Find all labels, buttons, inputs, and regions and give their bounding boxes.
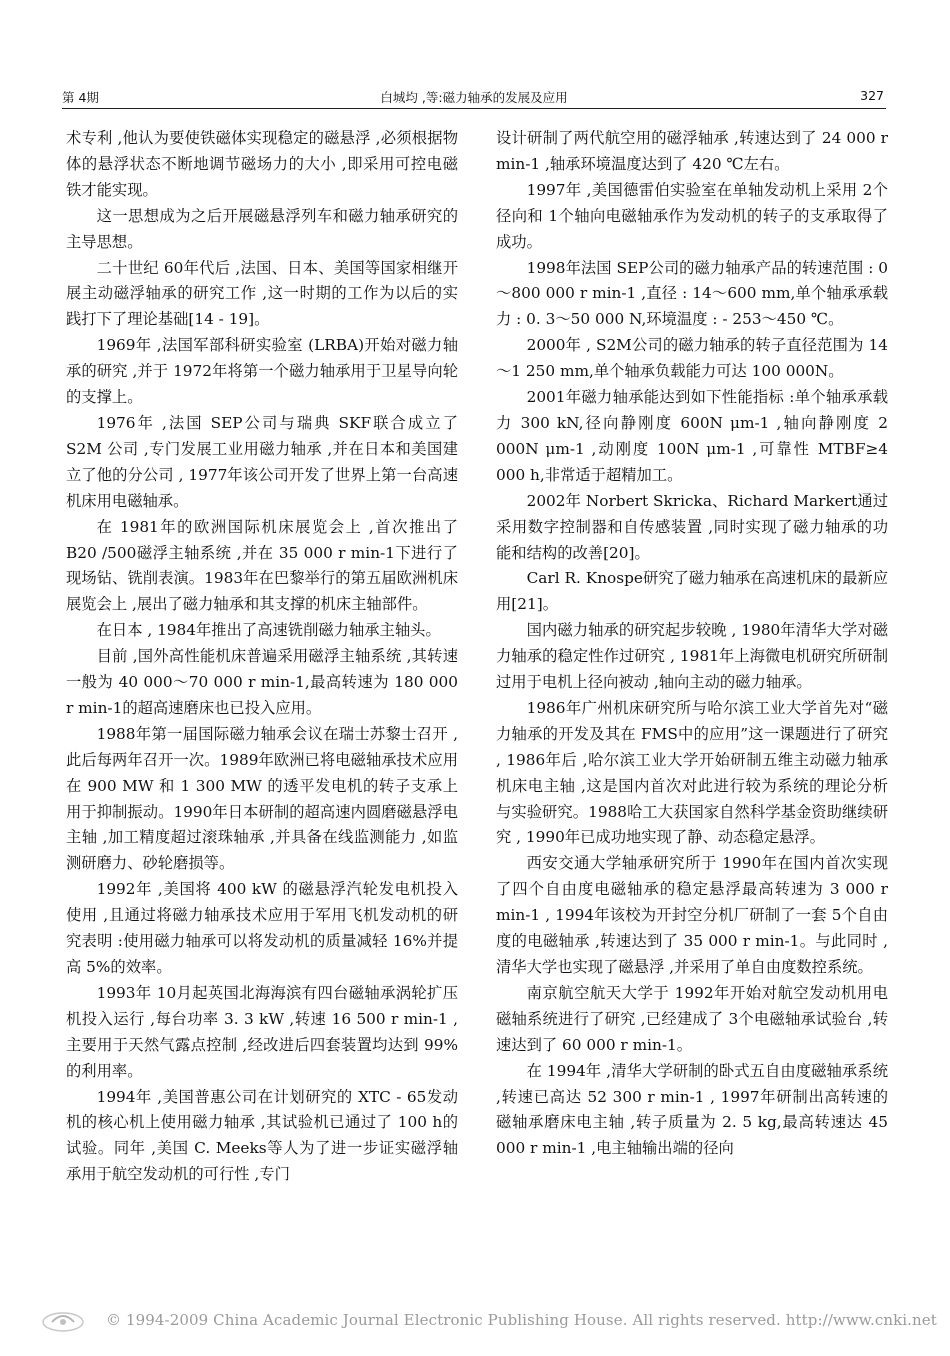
paragraph: 设计研制了两代航空用的磁浮轴承 ,转速达到了 24 000 r min-1 ,轴承环境温度达到了 420 ℃左右。 [496, 129, 888, 173]
paragraph: 1997年 ,美国德雷伯实验室在单轴发动机上采用 2个径向和 1个轴向电磁轴承作为发动机的转子的支承取得了成功。 [496, 180, 888, 251]
paragraph: 2001年磁力轴承能达到如下性能指标 :单个轴承承载力 300 kN,径向静刚度 600N μm-1 ,轴向静刚度 2 000N μm-1 ,动刚度 100N μm-1 ,可靠性 MTBF≥4 000 h,非常适于超精加工。 [496, 388, 888, 484]
issue-number: 第 4期 [62, 90, 99, 105]
paragraph: 术专利 ,他认为要使铁磁体实现稳定的磁悬浮 ,必须根据物体的悬浮状态不断地调节磁场力的大小 ,即采用可控电磁铁才能实现。 [66, 129, 458, 199]
paragraph: 1976年 ,法国 SEP公司与瑞典 SKF联合成立了 S2M 公司 ,专门发展工业用磁力轴承 ,并在日本和美国建立了他的分公司 , 1977年该公司开发了世界上第一台高速机床用电磁轴承。 [66, 413, 458, 510]
paragraph: 1994年 ,美国普惠公司在计划研究的 XTC - 65发动机的核心机上使用磁力轴承 ,其试验机已通过了 100 h的试验。同年 ,美国 C. Meeks等人为了进一步证实磁浮轴承用于航空发动机的可行性 ,专门 [66, 1087, 458, 1184]
paragraph: 2000年 , S2M公司的磁力轴承的转子直径范围为 14～1 250 mm,单个轴承负载能力可达 100 000N。 [496, 336, 888, 381]
paragraph: Carl R. Knospe研究了磁力轴承在高速机床的最新应用[21]。 [496, 569, 888, 614]
paragraph: 2002年 Norbert Skricka、Richard Markert通过采用数字控制器和自传感装置 ,同时实现了磁力轴承的功能和结构的改善[20]。 [496, 491, 888, 562]
running-header [62, 88, 886, 109]
paragraph: 1988年第一届国际磁力轴承会议在瑞士苏黎士召开 ,此后每两年召开一次。1989年欧洲已将电磁轴承技术应用在 900 MW 和 1 300 MW 的透平发电机的转子支承上用于抑制振动。1990年日本研制的超高速内圆磨磁悬浮电主轴 ,加工精度超过滚珠轴承 ,并具备在线监测能力 ,如监测研磨力、砂轮磨损等。 [66, 724, 458, 873]
paragraph: 目前 ,国外高性能机床普遍采用磁浮主轴系统 ,其转速一般为 40 000～70 000 r min-1,最高转速为 180 000 r min-1的超高速磨床也已投入应用。 [66, 647, 458, 717]
running-title: 白城均 ,等:磁力轴承的发展及应用 [380, 90, 568, 105]
paragraph: 南京航空航天大学于 1992年开始对航空发动机用电磁轴系统进行了研究 ,已经建成了 3个电磁轴承试验台 ,转速达到了 60 000 r min-1。 [496, 983, 888, 1054]
paragraph: 1993年 10月起英国北海海滨有四台磁轴承涡轮扩压机投入运行 ,每台功率 3. 3 kW ,转速 16 500 r min-1 ,主要用于天然气露点控制 ,经改进后四套装置均达到 99%的利用率。 [66, 983, 458, 1080]
right-column [496, 126, 888, 1162]
paragraph: 1969年 ,法国军部科研实验室 (LRBA)开始对磁力轴承的研究 ,并于 1972年将第一个磁力轴承用于卫星导向轮的支撑上。 [66, 336, 458, 407]
paragraph: 在 1994年 ,清华大学研制的卧式五自由度磁轴承系统 ,转速已高达 52 300 r min-1 , 1997年研制出高转速的磁轴承磨床电主轴 ,转子质量为 2. 5 kg,最高转速达 45 000 r min-1 ,电主轴输出端的径向 [496, 1061, 888, 1158]
paragraph: 1992年 ,美国将 400 kW 的磁悬浮汽轮发电机投入使用 ,且通过将磁力轴承技术应用于军用飞机发动机的研究表明 :使用磁力轴承可以将发动机的质量减轻 16%并提高 5%的效率。 [66, 880, 458, 976]
paragraph: 西安交通大学轴承研究所于 1990年在国内首次实现了四个自由度电磁轴承的稳定悬浮最高转速为 3 000 r min-1 , 1994年该校为开封空分机厂研制了一套 5个自由度的电磁轴承 ,转速达到了 35 000 r min-1。与此同时 ,清华大学也实现了磁悬浮 ,并采用了单自由度数控系统。 [496, 854, 888, 976]
paragraph: 国内磁力轴承的研究起步较晚 , 1980年清华大学对磁力轴承的稳定性作过研究 , 1981年上海微电机研究所研制过用于电机上径向被动 ,轴向主动的磁力轴承。 [496, 621, 888, 692]
paragraph: 在 1981年的欧洲国际机床展览会上 ,首次推出了 B20 /500磁浮主轴系统 ,并在 35 000 r min-1下进行了现场钻、铣削表演。1983年在巴黎举行的第五届欧洲机床展览会上 ,展出了磁力轴承和其支撑的机床主轴部件。 [66, 517, 458, 614]
paragraph: 1998年法国 SEP公司的磁力轴承产品的转速范围 : 0～800 000 r min-1 ,直径 : 14～600 mm,单个轴承承载力 : 0. 3～50 000 N,环境温度 : - 253～450 ℃。 [496, 258, 888, 329]
copyright-notice: © 1994-2009 China Academic Journal Electronic Publishing House. All rights reserved. http://www.cnki.net [106, 1311, 937, 1329]
cnki-logo-icon [40, 1306, 86, 1334]
left-column [66, 126, 458, 1188]
footer [40, 1306, 937, 1336]
paragraph: 二十世纪 60年代后 ,法国、日本、美国等国家相继开展主动磁浮轴承的研究工作 ,这一时期的工作为以后的实践打下了理论基础[14 - 19]。 [66, 258, 458, 329]
paragraph: 1986年广州机床研究所与哈尔滨工业大学首先对“磁力轴承的开发及其在 FMS中的应用”这一课题进行了研究 , 1986年后 ,哈尔滨工业大学开始研制五维主动磁力轴承机床电主轴 ,这是国内首次对此进行较为系统的理论分析与实验研究。1988哈工大获国家自然科学基金资助继续研究 , 1990年已成功地实现了静、动态稳定悬浮。 [496, 698, 888, 847]
page-number: 327 [860, 88, 884, 103]
paragraph: 在日本 , 1984年推出了高速铣削磁力轴承主轴头。 [96, 621, 441, 640]
paragraph: 这一思想成为之后开展磁悬浮列车和磁力轴承研究的主导思想。 [66, 206, 458, 251]
